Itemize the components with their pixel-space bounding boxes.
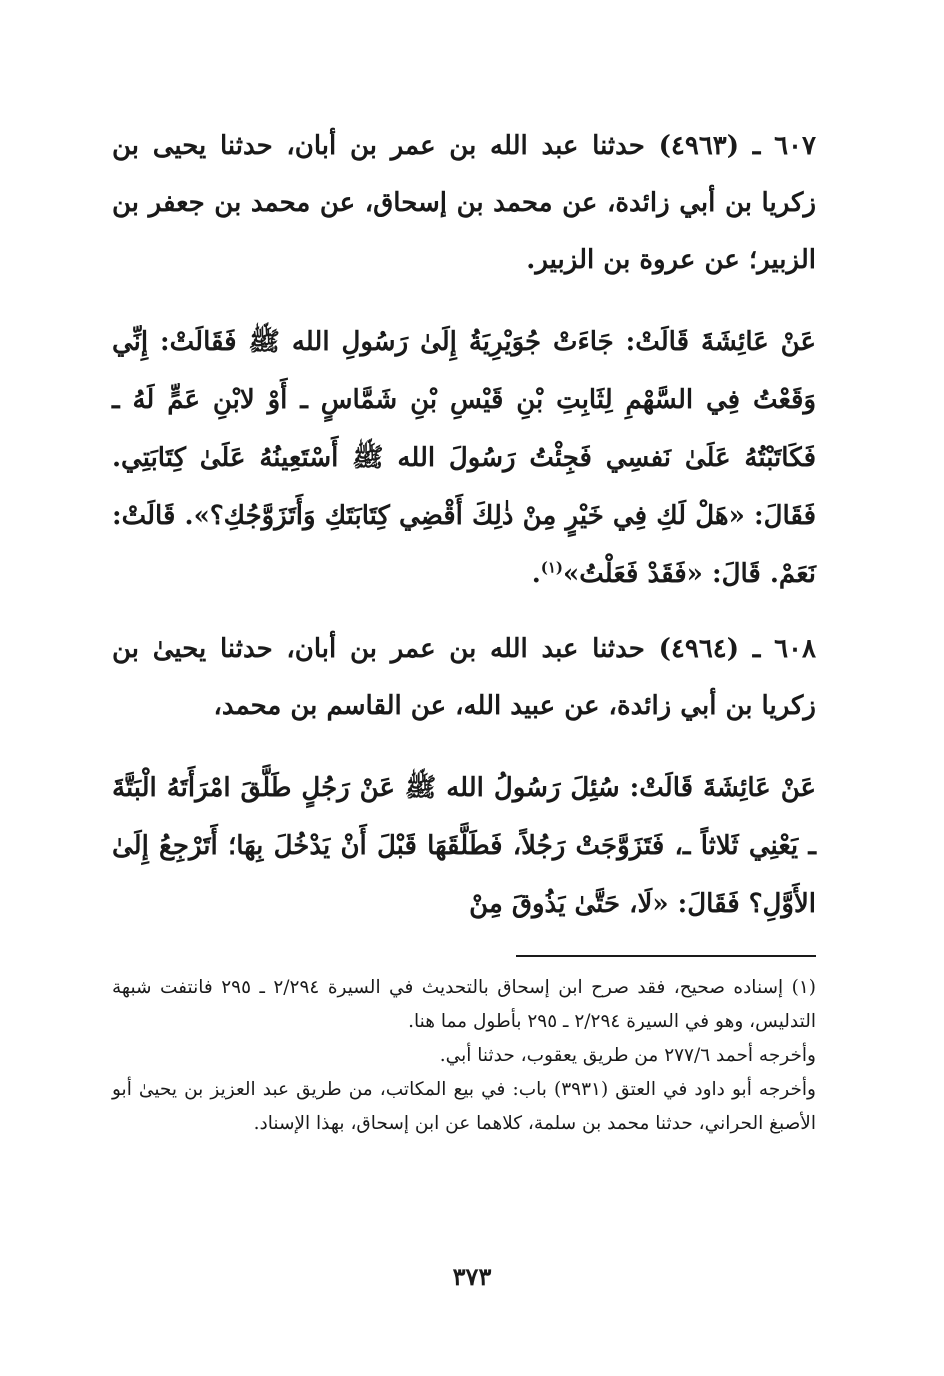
footnote-1: (١) إسناده صحيح، فقد صرح ابن إسحاق بالتحديث في السيرة ٢/٢٩٤ ـ ٢٩٥ فانتفت شبهة التدليس، وهو في السيرة ٢/٢٩٤ ـ ٢٩٥ بأطول مما هنا. bbox=[112, 977, 817, 1032]
footnote-divider bbox=[516, 955, 816, 957]
footnote-reference: (١) bbox=[540, 558, 564, 577]
hadith-608 bbox=[112, 621, 816, 933]
page-number: ٣٧٣ bbox=[452, 1262, 492, 1291]
hadith-608-isnad: ٦٠٨ ـ (٤٩٦٤) حدثنا عبد الله بن عمر بن أبان، حدثنا يحيىٰ بن زكريا بن أبي زائدة، عن عبيد الله، عن القاسم بن محمد، bbox=[112, 634, 816, 721]
footnote-ahmad: وأخرجه أحمد ٢٧٧/٦ من طريق يعقوب، حدثنا أبي. bbox=[439, 1045, 816, 1066]
hadith-607-isnad: ٦٠٧ ـ (٤٩٦٣) حدثنا عبد الله بن عمر بن أبان، حدثنا يحيى بن زكريا بن أبي زائدة، عن محمد بن إسحاق، عن محمد بن جعفر بن الزبير؛ عن عروة بن الزبير. bbox=[112, 131, 816, 275]
footnote-abu-dawud: وأخرجه أبو داود في العتق (٣٩٣١) باب: في بيع المكاتب، من طريق عبد العزيز بن يحيىٰ أبو الأصبغ الحراني، حدثنا محمد بن سلمة، كلاهما عن ابن إسحاق، بهذا الإسناد. bbox=[112, 1079, 816, 1134]
footnotes bbox=[112, 971, 816, 1141]
hadith-607 bbox=[112, 118, 816, 603]
hadith-607-end: . bbox=[531, 559, 541, 589]
hadith-608-matn: عَنْ عَائِشَةَ قَالَتْ: سُئِلَ رَسُولُ الله ﷺ عَنْ رَجُلٍ طَلَّقَ امْرَأَتَهُ الْبَتَّةَ ـ يَعْنِي ثَلاثاً ـ، فَتَزَوَّجَتْ رَجُلاً، فَطَلَّقَهَا قَبْلَ أَنْ يَدْخُلَ بِهَا؛ أَتَرْجِعُ إِلَىٰ الأَوَّلِ؟ فَقَالَ: «لَا، حَتَّىٰ يَذُوقَ مِنْ bbox=[112, 773, 816, 919]
hadith-607-matn-text: عَنْ عَائِشَةَ قَالَتْ: جَاءَتْ جُوَيْرِيَةُ إِلَىٰ رَسُولِ الله ﷺ فَقَالَتْ: إِنِّي وَقَعْتُ فِي السَّهْمِ لِثَابِتِ بْنِ قَيْسِ بْنِ شَمَّاسٍ ـ أَوْ لابْنِ عَمٍّ لَهُ ـ فَكَاتَبْتُهُ عَلَىٰ نَفسِي فَجِئْتُ رَسُولَ الله ﷺ أَسْتَعِينُهُ عَلَىٰ كِتَابَتِي. فَقَالَ: «هَلْ لَكِ فِي خَيْرٍ مِنْ ذٰلِكَ أَقْضِي كِتَابَتَكِ وَأَتَزَوَّجُكِ؟». قَالَتْ: نَعَمْ. قَالَ: «فَقَدْ فَعَلْتُ» bbox=[112, 327, 816, 589]
hadith-607-matn bbox=[112, 313, 816, 603]
